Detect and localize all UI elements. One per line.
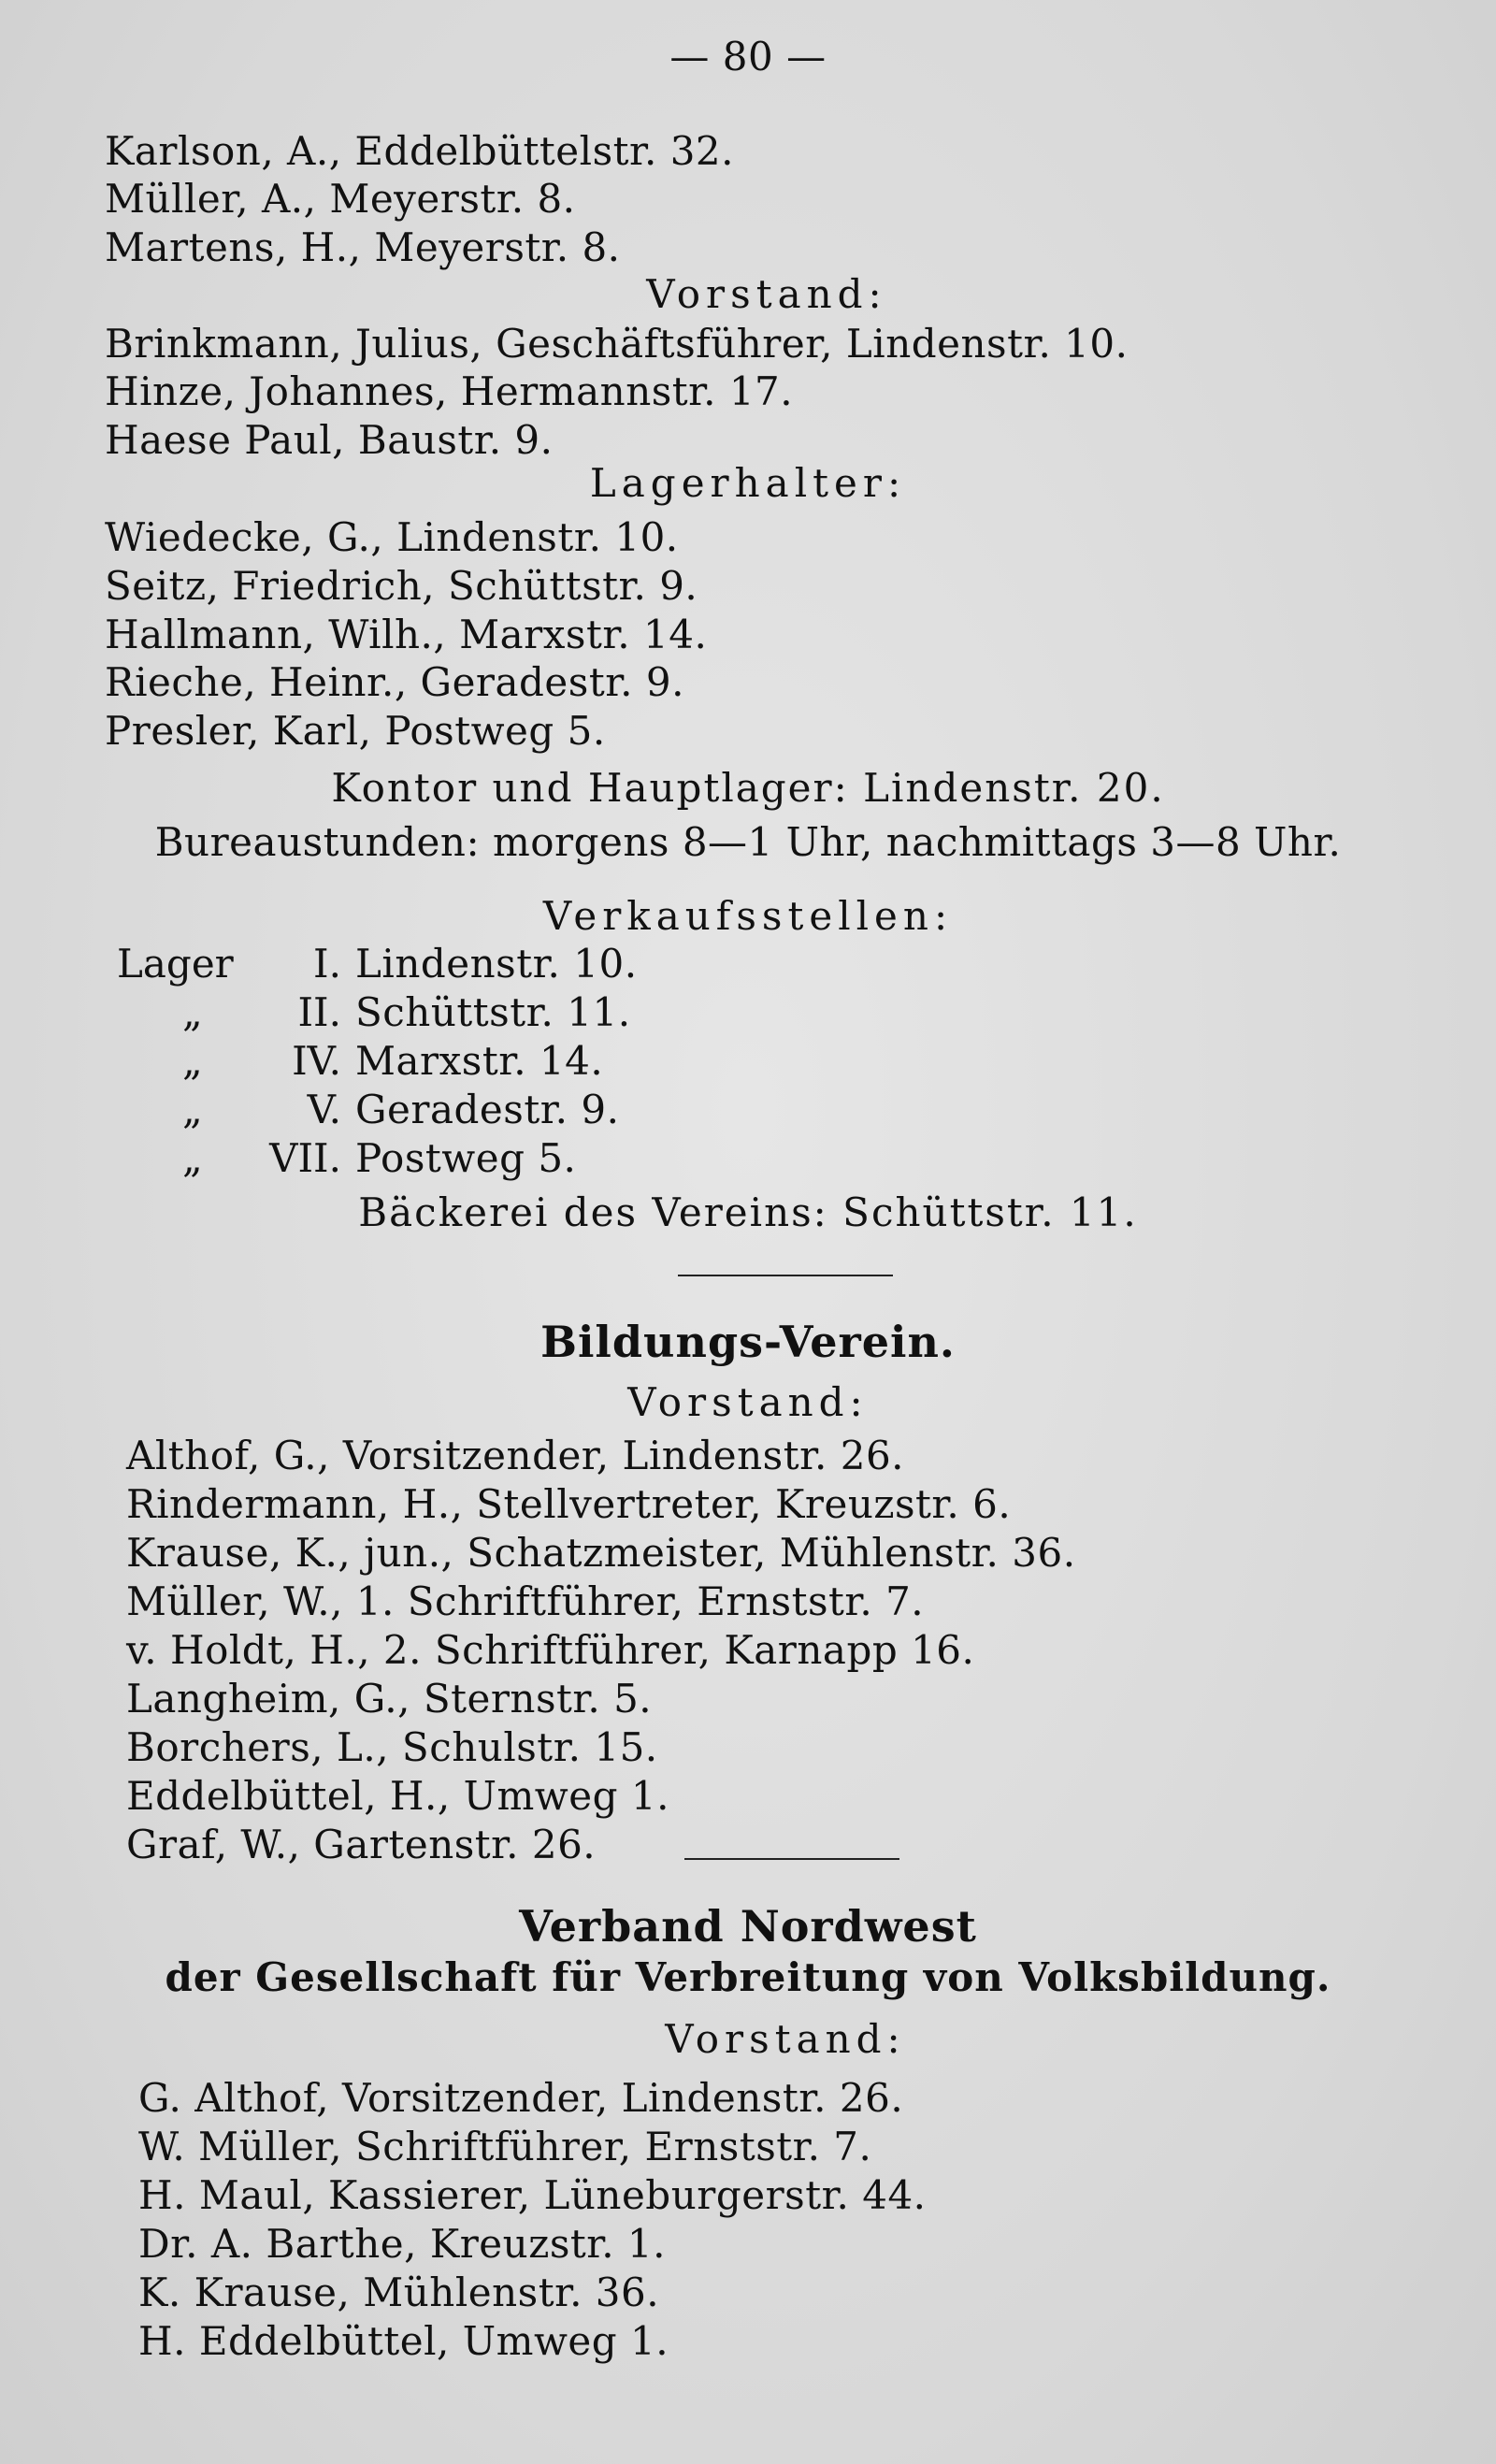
list-item: Langheim, G., Sternstr. 5. (126, 1676, 653, 1722)
baeckerei-line: Bäckerei des Vereins: Schüttstr. 11. (358, 1189, 1138, 1235)
list-item: Krause, K., jun., Schatzmeister, Mühlenstr. 36. (126, 1530, 1076, 1576)
verkauf-address: Geradestr. 9. (355, 1087, 620, 1132)
divider (684, 1858, 899, 1860)
verkauf-number: VII. (269, 1135, 341, 1181)
list-item: Brinkmann, Julius, Geschäftsführer, Lindenstr. 10. (105, 321, 1129, 367)
section-subtitle: der Gesellschaft für Verbreitung von Volksbildung. (165, 1954, 1331, 2000)
divider (678, 1275, 893, 1276)
list-item: v. Holdt, H., 2. Schriftführer, Karnapp 16. (126, 1627, 975, 1673)
list-item: Borchers, L., Schulstr. 15. (126, 1724, 658, 1770)
vorstand-heading: Vorstand: (627, 1379, 869, 1425)
verkauf-address: Schüttstr. 11. (355, 989, 631, 1035)
verkauf-address: Marxstr. 14. (355, 1038, 604, 1084)
verkauf-address: Postweg 5. (355, 1135, 577, 1181)
list-item: Müller, W., 1. Schriftführer, Ernststr. 7. (126, 1578, 925, 1624)
list-item: Rieche, Heinr., Geradestr. 9. (105, 659, 684, 705)
list-item: Hinze, Johannes, Hermannstr. 17. (105, 368, 794, 414)
list-item: Presler, Karl, Postweg 5. (105, 708, 606, 754)
list-item: W. Müller, Schriftführer, Ernststr. 7. (138, 2124, 872, 2169)
verkauf-number: II. (297, 989, 341, 1035)
verkauf-number: IV. (292, 1038, 341, 1084)
verkauf-prefix: „ (182, 1135, 203, 1181)
verkauf-address: Lindenstr. 10. (355, 941, 638, 987)
list-item: G. Althof, Vorsitzender, Lindenstr. 26. (138, 2075, 904, 2121)
list-item: Martens, H., Meyerstr. 8. (105, 224, 621, 270)
list-item: Seitz, Friedrich, Schüttstr. 9. (105, 563, 698, 609)
list-item: Haese Paul, Baustr. 9. (105, 417, 554, 463)
verkauf-prefix: „ (182, 989, 203, 1035)
list-item: H. Maul, Kassierer, Lüneburgerstr. 44. (138, 2172, 927, 2218)
list-item: Wiedecke, G., Lindenstr. 10. (105, 514, 679, 560)
list-item: Müller, A., Meyerstr. 8. (105, 176, 576, 222)
list-item: Rindermann, H., Stellvertreter, Kreuzstr. 6. (126, 1481, 1012, 1527)
section-title: Verband Nordwest (519, 1901, 977, 1952)
vorstand-heading: Vorstand: (646, 271, 887, 317)
list-item: Althof, G., Vorsitzender, Lindenstr. 26. (126, 1433, 905, 1478)
verkauf-prefix: „ (182, 1038, 203, 1084)
section-title: Bildungs-Verein. (540, 1317, 956, 1367)
list-item: Eddelbüttel, H., Umweg 1. (126, 1773, 669, 1819)
verkauf-heading: Verkaufsstellen: (542, 893, 954, 939)
bureau-hours: Bureaustunden: morgens 8—1 Uhr, nachmittags 3—8 Uhr. (154, 819, 1342, 865)
page-number: — 80 — (669, 34, 827, 79)
lagerhalter-heading: Lagerhalter: (589, 460, 907, 506)
verkauf-number: I. (313, 941, 341, 987)
list-item: Karlson, A., Eddelbüttelstr. 32. (105, 128, 734, 174)
list-item: Hallmann, Wilh., Marxstr. 14. (105, 612, 708, 657)
verkauf-prefix: Lager (117, 941, 234, 987)
list-item: K. Krause, Mühlenstr. 36. (138, 2269, 660, 2315)
list-item: H. Eddelbüttel, Umweg 1. (138, 2318, 669, 2364)
vorstand-heading: Vorstand: (665, 2016, 906, 2062)
verkauf-prefix: „ (182, 1087, 203, 1132)
kontor-line: Kontor und Hauptlager: Lindenstr. 20. (331, 765, 1165, 811)
list-item: Graf, W., Gartenstr. 26. (126, 1822, 597, 1867)
list-item: Dr. A. Barthe, Kreuzstr. 1. (138, 2221, 666, 2267)
verkauf-number: V. (307, 1087, 341, 1132)
